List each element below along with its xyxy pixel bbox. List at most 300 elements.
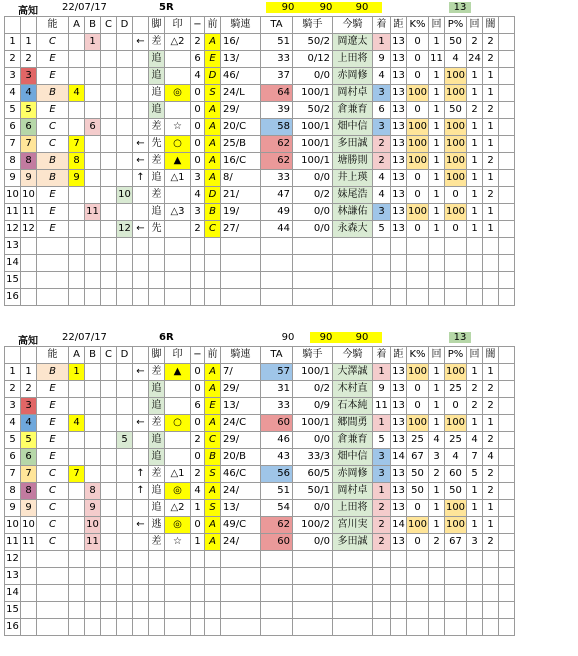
empty-cell[interactable] bbox=[333, 255, 373, 272]
horse-number[interactable]: 10 bbox=[21, 517, 37, 534]
empty-cell[interactable] bbox=[149, 602, 165, 619]
empty-cell[interactable] bbox=[333, 585, 373, 602]
p-percent[interactable]: 100 bbox=[445, 119, 467, 136]
current-jockey[interactable]: 井上瑛 bbox=[333, 170, 373, 187]
horse-number[interactable]: 4 bbox=[21, 85, 37, 102]
arrow[interactable] bbox=[133, 187, 149, 204]
empty-cell[interactable] bbox=[205, 568, 221, 585]
empty-cell[interactable] bbox=[21, 551, 37, 568]
finish[interactable]: 9 bbox=[373, 51, 391, 68]
current-jockey[interactable]: 宮川実 bbox=[333, 517, 373, 534]
distance[interactable]: 13 bbox=[391, 432, 407, 449]
empty-cell[interactable] bbox=[407, 602, 429, 619]
finish[interactable]: 2 bbox=[373, 534, 391, 551]
ta-score[interactable]: 33 bbox=[261, 51, 293, 68]
ability-grade[interactable]: E bbox=[37, 221, 69, 238]
p-percent[interactable]: 60 bbox=[445, 466, 467, 483]
empty-cell[interactable] bbox=[293, 255, 333, 272]
p-percent[interactable]: 100 bbox=[445, 500, 467, 517]
finish[interactable]: 2 bbox=[373, 517, 391, 534]
rank-a[interactable] bbox=[69, 534, 85, 551]
empty-cell[interactable] bbox=[101, 551, 117, 568]
empty-cell[interactable] bbox=[37, 238, 69, 255]
distance[interactable]: 13 bbox=[391, 204, 407, 221]
prediction-mark[interactable]: ▲ bbox=[165, 364, 191, 381]
jockey-combo[interactable]: 16/C bbox=[221, 153, 261, 170]
finish[interactable]: 1 bbox=[373, 364, 391, 381]
empty-cell[interactable] bbox=[483, 602, 499, 619]
empty-cell[interactable] bbox=[149, 585, 165, 602]
blank[interactable] bbox=[499, 68, 515, 85]
arrow[interactable] bbox=[133, 500, 149, 517]
current-jockey[interactable]: 郷間勇 bbox=[333, 415, 373, 432]
current-jockey[interactable]: 上田将 bbox=[333, 51, 373, 68]
k-percent[interactable]: 0 bbox=[407, 187, 429, 204]
empty-cell[interactable] bbox=[133, 238, 149, 255]
empty-cell[interactable] bbox=[85, 602, 101, 619]
jockey-combo[interactable]: 20/C bbox=[221, 119, 261, 136]
finish[interactable]: 4 bbox=[373, 68, 391, 85]
count2[interactable]: 1 bbox=[467, 415, 483, 432]
rank-c[interactable] bbox=[101, 136, 117, 153]
running-style[interactable]: 追 bbox=[149, 204, 165, 221]
empty-cell[interactable] bbox=[391, 238, 407, 255]
empty-cell[interactable] bbox=[191, 619, 205, 636]
rank-d[interactable] bbox=[117, 119, 133, 136]
arrow[interactable] bbox=[133, 449, 149, 466]
empty-cell[interactable] bbox=[149, 272, 165, 289]
jockey-combo[interactable]: 29/ bbox=[221, 432, 261, 449]
running-style[interactable]: 追 bbox=[149, 483, 165, 500]
blank[interactable] bbox=[499, 119, 515, 136]
count2[interactable]: 1 bbox=[467, 68, 483, 85]
rank-a[interactable]: 4 bbox=[69, 415, 85, 432]
blank[interactable] bbox=[499, 381, 515, 398]
distance[interactable]: 14 bbox=[391, 517, 407, 534]
empty-cell[interactable] bbox=[85, 568, 101, 585]
k-percent[interactable]: 0 bbox=[407, 68, 429, 85]
column-header[interactable]: K% bbox=[407, 347, 429, 364]
rank-d[interactable] bbox=[117, 51, 133, 68]
empty-cell[interactable] bbox=[483, 585, 499, 602]
rank-c[interactable] bbox=[101, 102, 117, 119]
rank-d[interactable] bbox=[117, 517, 133, 534]
count2[interactable]: 1 bbox=[467, 136, 483, 153]
empty-cell[interactable] bbox=[429, 551, 445, 568]
empty-cell[interactable] bbox=[467, 272, 483, 289]
column-header[interactable]: TA bbox=[261, 347, 293, 364]
ability-grade[interactable]: E bbox=[37, 398, 69, 415]
dark-value[interactable]: 2 bbox=[483, 466, 499, 483]
count[interactable]: 1 bbox=[429, 85, 445, 102]
prediction-mark[interactable] bbox=[165, 398, 191, 415]
current-jockey[interactable]: 岡村卓 bbox=[333, 483, 373, 500]
jockey-combo[interactable]: 46/C bbox=[221, 466, 261, 483]
empty-cell[interactable] bbox=[133, 551, 149, 568]
arrow[interactable] bbox=[133, 432, 149, 449]
prediction-mark[interactable]: ▲ bbox=[165, 153, 191, 170]
jockey-combo[interactable]: 24/ bbox=[221, 534, 261, 551]
empty-cell[interactable] bbox=[333, 619, 373, 636]
horse-number[interactable]: 10 bbox=[21, 187, 37, 204]
minus-value[interactable]: 2 bbox=[191, 466, 205, 483]
minus-value[interactable]: 1 bbox=[191, 534, 205, 551]
row-index[interactable]: 8 bbox=[5, 483, 21, 500]
rank-b[interactable]: 11 bbox=[85, 534, 101, 551]
ability-grade[interactable]: E bbox=[37, 68, 69, 85]
front-grade[interactable]: C bbox=[205, 432, 221, 449]
dark-value[interactable]: 1 bbox=[483, 204, 499, 221]
row-index[interactable]: 3 bbox=[5, 68, 21, 85]
minus-value[interactable]: 0 bbox=[191, 415, 205, 432]
empty-cell[interactable] bbox=[205, 272, 221, 289]
column-header[interactable]: 騎連 bbox=[221, 347, 261, 364]
prediction-mark[interactable]: ○ bbox=[165, 136, 191, 153]
minus-value[interactable]: 3 bbox=[191, 204, 205, 221]
blank[interactable] bbox=[499, 170, 515, 187]
blank[interactable] bbox=[499, 534, 515, 551]
empty-cell[interactable] bbox=[373, 619, 391, 636]
jockey-rate[interactable]: 100/1 bbox=[293, 85, 333, 102]
empty-cell[interactable] bbox=[407, 551, 429, 568]
empty-cell[interactable] bbox=[85, 585, 101, 602]
p-percent[interactable]: 25 bbox=[445, 381, 467, 398]
empty-cell[interactable] bbox=[373, 602, 391, 619]
rank-b[interactable] bbox=[85, 415, 101, 432]
running-style[interactable]: 追 bbox=[149, 381, 165, 398]
k-percent[interactable]: 100 bbox=[407, 136, 429, 153]
empty-cell[interactable] bbox=[117, 602, 133, 619]
empty-cell[interactable] bbox=[165, 568, 191, 585]
horse-number[interactable]: 6 bbox=[21, 119, 37, 136]
running-style[interactable]: 追 bbox=[149, 398, 165, 415]
jockey-combo[interactable]: 16/ bbox=[221, 34, 261, 51]
count2[interactable]: 2 bbox=[467, 102, 483, 119]
rank-d[interactable] bbox=[117, 34, 133, 51]
minus-value[interactable]: 4 bbox=[191, 187, 205, 204]
column-header[interactable]: K% bbox=[407, 17, 429, 34]
jockey-combo[interactable]: 46/ bbox=[221, 68, 261, 85]
row-index[interactable]: 13 bbox=[5, 568, 21, 585]
dark-value[interactable]: 1 bbox=[483, 170, 499, 187]
empty-cell[interactable] bbox=[21, 602, 37, 619]
empty-cell[interactable] bbox=[69, 619, 85, 636]
empty-cell[interactable] bbox=[21, 619, 37, 636]
count[interactable]: 1 bbox=[429, 153, 445, 170]
ta-score[interactable]: 56 bbox=[261, 466, 293, 483]
count2[interactable]: 5 bbox=[467, 466, 483, 483]
ability-grade[interactable]: C bbox=[37, 517, 69, 534]
distance[interactable]: 13 bbox=[391, 51, 407, 68]
empty-cell[interactable] bbox=[221, 551, 261, 568]
k-percent[interactable]: 100 bbox=[407, 204, 429, 221]
empty-cell[interactable] bbox=[205, 602, 221, 619]
minus-value[interactable]: 2 bbox=[191, 432, 205, 449]
current-jockey[interactable]: 赤岡修 bbox=[333, 466, 373, 483]
empty-cell[interactable] bbox=[373, 255, 391, 272]
empty-cell[interactable] bbox=[499, 619, 515, 636]
jockey-combo[interactable]: 29/ bbox=[221, 381, 261, 398]
empty-cell[interactable] bbox=[221, 602, 261, 619]
empty-cell[interactable] bbox=[445, 272, 467, 289]
rank-a[interactable] bbox=[69, 68, 85, 85]
rank-b[interactable] bbox=[85, 398, 101, 415]
finish[interactable]: 3 bbox=[373, 204, 391, 221]
ta-score[interactable]: 37 bbox=[261, 68, 293, 85]
k-percent[interactable]: 100 bbox=[407, 85, 429, 102]
empty-cell[interactable] bbox=[499, 551, 515, 568]
dark-value[interactable]: 1 bbox=[483, 119, 499, 136]
k-percent[interactable]: 0 bbox=[407, 534, 429, 551]
rank-c[interactable] bbox=[101, 34, 117, 51]
empty-cell[interactable] bbox=[261, 238, 293, 255]
rank-d[interactable] bbox=[117, 381, 133, 398]
column-header[interactable]: 回 bbox=[467, 347, 483, 364]
empty-cell[interactable] bbox=[205, 238, 221, 255]
distance[interactable]: 14 bbox=[391, 449, 407, 466]
k-percent[interactable]: 0 bbox=[407, 500, 429, 517]
empty-cell[interactable] bbox=[483, 551, 499, 568]
empty-cell[interactable] bbox=[429, 289, 445, 306]
k-percent[interactable]: 100 bbox=[407, 119, 429, 136]
rank-b[interactable] bbox=[85, 85, 101, 102]
empty-cell[interactable] bbox=[165, 585, 191, 602]
rank-d[interactable] bbox=[117, 85, 133, 102]
distance[interactable]: 13 bbox=[391, 85, 407, 102]
current-jockey[interactable]: 畑中信 bbox=[333, 119, 373, 136]
finish[interactable]: 6 bbox=[373, 102, 391, 119]
empty-cell[interactable] bbox=[429, 585, 445, 602]
empty-cell[interactable] bbox=[373, 585, 391, 602]
distance[interactable]: 13 bbox=[391, 221, 407, 238]
rank-c[interactable] bbox=[101, 449, 117, 466]
running-style[interactable]: 差 bbox=[149, 187, 165, 204]
rank-a[interactable] bbox=[69, 500, 85, 517]
empty-cell[interactable] bbox=[133, 585, 149, 602]
row-index[interactable]: 11 bbox=[5, 534, 21, 551]
column-header[interactable]: A bbox=[69, 17, 85, 34]
empty-cell[interactable] bbox=[117, 585, 133, 602]
empty-cell[interactable] bbox=[407, 585, 429, 602]
empty-cell[interactable] bbox=[191, 272, 205, 289]
rank-a[interactable]: 7 bbox=[69, 466, 85, 483]
rank-a[interactable] bbox=[69, 119, 85, 136]
column-header[interactable]: 闇 bbox=[483, 17, 499, 34]
ability-grade[interactable]: C bbox=[37, 119, 69, 136]
blank[interactable] bbox=[499, 102, 515, 119]
ta-score[interactable]: 54 bbox=[261, 500, 293, 517]
count2[interactable]: 1 bbox=[467, 221, 483, 238]
empty-cell[interactable] bbox=[499, 238, 515, 255]
jockey-rate[interactable]: 100/1 bbox=[293, 364, 333, 381]
empty-cell[interactable] bbox=[205, 619, 221, 636]
row-index[interactable]: 9 bbox=[5, 170, 21, 187]
empty-cell[interactable] bbox=[205, 551, 221, 568]
rank-c[interactable] bbox=[101, 51, 117, 68]
column-header[interactable]: 印 bbox=[165, 17, 191, 34]
empty-cell[interactable] bbox=[37, 568, 69, 585]
jockey-rate[interactable]: 0/0 bbox=[293, 170, 333, 187]
row-index[interactable]: 16 bbox=[5, 289, 21, 306]
empty-cell[interactable] bbox=[69, 602, 85, 619]
hdr-blank[interactable] bbox=[5, 347, 21, 364]
jockey-rate[interactable]: 33/3 bbox=[293, 449, 333, 466]
empty-cell[interactable] bbox=[85, 551, 101, 568]
rank-b[interactable] bbox=[85, 68, 101, 85]
ability-grade[interactable]: E bbox=[37, 102, 69, 119]
empty-cell[interactable] bbox=[221, 568, 261, 585]
rank-b[interactable]: 1 bbox=[85, 34, 101, 51]
empty-cell[interactable] bbox=[293, 238, 333, 255]
empty-cell[interactable] bbox=[445, 602, 467, 619]
front-grade[interactable]: A bbox=[205, 364, 221, 381]
current-jockey[interactable]: 木村直 bbox=[333, 381, 373, 398]
minus-value[interactable]: 0 bbox=[191, 153, 205, 170]
rank-c[interactable] bbox=[101, 85, 117, 102]
ability-grade[interactable]: E bbox=[37, 187, 69, 204]
empty-cell[interactable] bbox=[407, 238, 429, 255]
rank-b[interactable] bbox=[85, 364, 101, 381]
column-header[interactable]: 距 bbox=[391, 347, 407, 364]
empty-cell[interactable] bbox=[85, 255, 101, 272]
p-percent[interactable]: 0 bbox=[445, 221, 467, 238]
blank[interactable] bbox=[499, 483, 515, 500]
minus-value[interactable]: 2 bbox=[191, 34, 205, 51]
minus-value[interactable]: 0 bbox=[191, 517, 205, 534]
prediction-mark[interactable] bbox=[165, 102, 191, 119]
empty-cell[interactable] bbox=[221, 238, 261, 255]
empty-cell[interactable] bbox=[293, 568, 333, 585]
dark-value[interactable]: 2 bbox=[483, 153, 499, 170]
column-header[interactable]: 今騎 bbox=[333, 347, 373, 364]
empty-cell[interactable] bbox=[221, 272, 261, 289]
count[interactable]: 1 bbox=[429, 415, 445, 432]
prediction-mark[interactable]: △3 bbox=[165, 204, 191, 221]
jockey-combo[interactable]: 49/C bbox=[221, 517, 261, 534]
empty-cell[interactable] bbox=[117, 289, 133, 306]
minus-value[interactable]: 0 bbox=[191, 102, 205, 119]
empty-cell[interactable] bbox=[117, 272, 133, 289]
empty-cell[interactable] bbox=[191, 568, 205, 585]
empty-cell[interactable] bbox=[191, 289, 205, 306]
ability-grade[interactable]: C bbox=[37, 136, 69, 153]
count2[interactable]: 1 bbox=[467, 204, 483, 221]
empty-cell[interactable] bbox=[333, 272, 373, 289]
ta-score[interactable]: 39 bbox=[261, 102, 293, 119]
ability-grade[interactable]: E bbox=[37, 415, 69, 432]
dark-value[interactable]: 2 bbox=[483, 34, 499, 51]
minus-value[interactable]: 0 bbox=[191, 136, 205, 153]
empty-cell[interactable] bbox=[429, 255, 445, 272]
k-percent[interactable]: 50 bbox=[407, 483, 429, 500]
rank-d[interactable]: 12 bbox=[117, 221, 133, 238]
finish[interactable]: 5 bbox=[373, 221, 391, 238]
empty-cell[interactable] bbox=[445, 238, 467, 255]
ta-score[interactable]: 43 bbox=[261, 449, 293, 466]
rank-d[interactable] bbox=[117, 153, 133, 170]
empty-cell[interactable] bbox=[261, 568, 293, 585]
column-header[interactable]: 着 bbox=[373, 347, 391, 364]
empty-cell[interactable] bbox=[373, 568, 391, 585]
rank-a[interactable] bbox=[69, 34, 85, 51]
jockey-rate[interactable]: 100/1 bbox=[293, 136, 333, 153]
count[interactable]: 1 bbox=[429, 68, 445, 85]
empty-cell[interactable] bbox=[149, 551, 165, 568]
distance[interactable]: 13 bbox=[391, 466, 407, 483]
rank-d[interactable] bbox=[117, 170, 133, 187]
ta-score[interactable]: 51 bbox=[261, 483, 293, 500]
column-header[interactable]: 回 bbox=[467, 17, 483, 34]
empty-cell[interactable] bbox=[191, 585, 205, 602]
rank-b[interactable] bbox=[85, 221, 101, 238]
minus-value[interactable]: 2 bbox=[191, 221, 205, 238]
empty-cell[interactable] bbox=[117, 551, 133, 568]
column-header[interactable]: 能 bbox=[37, 17, 69, 34]
row-index[interactable]: 5 bbox=[5, 102, 21, 119]
empty-cell[interactable] bbox=[69, 238, 85, 255]
rank-c[interactable] bbox=[101, 153, 117, 170]
empty-cell[interactable] bbox=[69, 568, 85, 585]
finish[interactable]: 2 bbox=[373, 136, 391, 153]
empty-cell[interactable] bbox=[407, 619, 429, 636]
ta-score[interactable]: 33 bbox=[261, 398, 293, 415]
dark-value[interactable]: 2 bbox=[483, 534, 499, 551]
finish[interactable]: 1 bbox=[373, 415, 391, 432]
dark-value[interactable]: 2 bbox=[483, 432, 499, 449]
empty-cell[interactable] bbox=[21, 255, 37, 272]
empty-cell[interactable] bbox=[85, 238, 101, 255]
current-jockey[interactable]: 畑中信 bbox=[333, 449, 373, 466]
empty-cell[interactable] bbox=[499, 289, 515, 306]
empty-cell[interactable] bbox=[221, 585, 261, 602]
ability-grade[interactable]: C bbox=[37, 34, 69, 51]
column-header[interactable]: 今騎 bbox=[333, 17, 373, 34]
jockey-rate[interactable]: 100/1 bbox=[293, 119, 333, 136]
jockey-combo[interactable]: 21/ bbox=[221, 187, 261, 204]
running-style[interactable]: 追 bbox=[149, 170, 165, 187]
horse-number[interactable]: 9 bbox=[21, 500, 37, 517]
column-header[interactable]: 脚 bbox=[149, 17, 165, 34]
horse-number[interactable]: 8 bbox=[21, 483, 37, 500]
finish[interactable]: 3 bbox=[373, 449, 391, 466]
p-percent[interactable]: 100 bbox=[445, 68, 467, 85]
column-header[interactable]: 騎手 bbox=[293, 347, 333, 364]
empty-cell[interactable] bbox=[499, 568, 515, 585]
empty-cell[interactable] bbox=[165, 602, 191, 619]
rank-b[interactable] bbox=[85, 466, 101, 483]
ability-grade[interactable]: B bbox=[37, 85, 69, 102]
front-grade[interactable]: A bbox=[205, 483, 221, 500]
p-percent[interactable]: 100 bbox=[445, 415, 467, 432]
k-percent[interactable]: 0 bbox=[407, 170, 429, 187]
horse-number[interactable]: 5 bbox=[21, 432, 37, 449]
dark-value[interactable]: 2 bbox=[483, 187, 499, 204]
p-percent[interactable]: 100 bbox=[445, 204, 467, 221]
dark-value[interactable]: 2 bbox=[483, 381, 499, 398]
rank-c[interactable] bbox=[101, 398, 117, 415]
rank-b[interactable] bbox=[85, 381, 101, 398]
empty-cell[interactable] bbox=[373, 551, 391, 568]
rank-c[interactable] bbox=[101, 500, 117, 517]
empty-cell[interactable] bbox=[191, 238, 205, 255]
current-jockey[interactable]: 倉兼育 bbox=[333, 432, 373, 449]
empty-cell[interactable] bbox=[191, 255, 205, 272]
jockey-rate[interactable]: 60/5 bbox=[293, 466, 333, 483]
rank-a[interactable] bbox=[69, 204, 85, 221]
jockey-rate[interactable]: 0/0 bbox=[293, 534, 333, 551]
empty-cell[interactable] bbox=[165, 255, 191, 272]
empty-cell[interactable] bbox=[133, 255, 149, 272]
